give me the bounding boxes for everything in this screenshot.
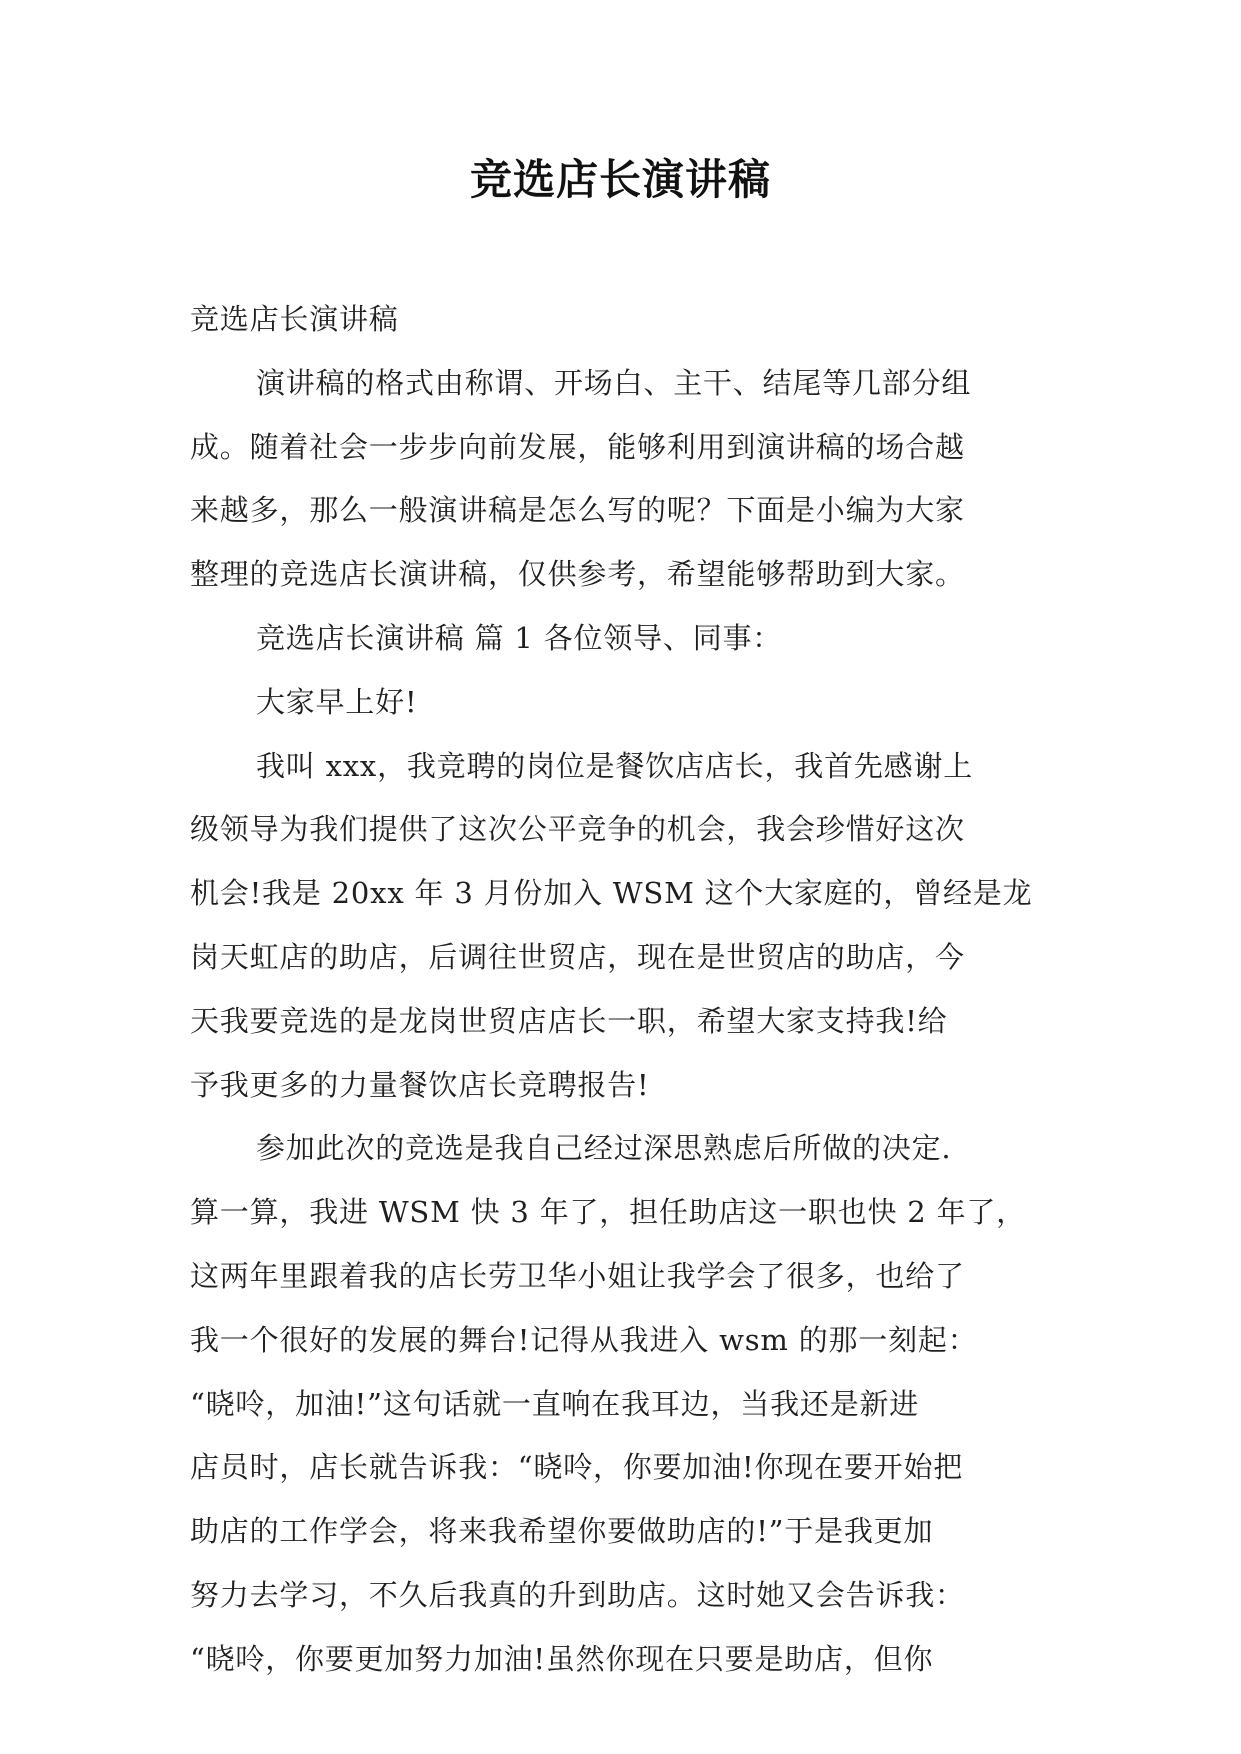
document-title: 竞选店长演讲稿 bbox=[469, 155, 771, 204]
document-body bbox=[190, 288, 1060, 1692]
body-text-line: 天我要竞选的是龙岗世贸店店长一职，希望大家支持我!给 bbox=[190, 1003, 948, 1038]
body-text-line: 演讲稿的格式由称谓、开场白、主干、结尾等几部分组 bbox=[256, 365, 972, 400]
body-text-line: 岗天虹店的助店，后调往世贸店，现在是世贸店的助店，今 bbox=[190, 939, 965, 974]
body-text-line: 店员时，店长就告诉我：“晓呤，你要加油!你现在要开始把 bbox=[190, 1450, 964, 1485]
body-text-line: 予我更多的力量餐饮店长竞聘报告! bbox=[190, 1067, 650, 1102]
body-text-line: 我叫 xxx，我竞聘的岗位是餐饮店店长，我首先感谢上 bbox=[256, 748, 974, 783]
body-text-line: 这两年里跟着我的店长劳卫华小姐让我学会了很多，也给了 bbox=[190, 1258, 965, 1293]
body-text-line: 来越多，那么一般演讲稿是怎么写的呢？下面是小编为大家 bbox=[190, 493, 965, 528]
body-text-line: 算一算，我进 WSM 快 3 年了，担任助店这一职也快 2 年了， bbox=[190, 1195, 1026, 1230]
body-text-line: 成。随着社会一步步向前发展，能够利用到演讲稿的场合越 bbox=[190, 429, 965, 464]
body-text-line: 助店的工作学会，将来我希望你要做助店的!”于是我更加 bbox=[190, 1514, 934, 1549]
document-subtitle: 竞选店长演讲稿 bbox=[190, 302, 399, 336]
body-text-line: 机会!我是 20xx 年 3 月份加入 WSM 这个大家庭的，曾经是龙 bbox=[190, 876, 1033, 911]
body-text-line: 整理的竞选店长演讲稿，仅供参考，希望能够帮助到大家。 bbox=[190, 557, 965, 592]
body-text-line: “晓呤，你要更加努力加油!虽然你现在只要是助店，但你 bbox=[190, 1641, 934, 1676]
body-text-line: 我一个很好的发展的舞台!记得从我进入 wsm 的那一刻起： bbox=[190, 1322, 978, 1357]
body-text-line: 大家早上好! bbox=[256, 684, 418, 719]
body-text-line: “晓呤，加油!”这句话就一直响在我耳边，当我还是新进 bbox=[190, 1386, 920, 1421]
body-text-line: 级领导为我们提供了这次公平竞争的机会，我会珍惜好这次 bbox=[190, 812, 965, 847]
body-text-line: 努力去学习，不久后我真的升到助店。这时她又会告诉我： bbox=[190, 1577, 965, 1612]
body-text-line: 竞选店长演讲稿 篇 1 各位领导、同事： bbox=[256, 620, 783, 655]
body-text-line: 参加此次的竞选是我自己经过深思熟虑后所做的决定. bbox=[256, 1131, 952, 1166]
